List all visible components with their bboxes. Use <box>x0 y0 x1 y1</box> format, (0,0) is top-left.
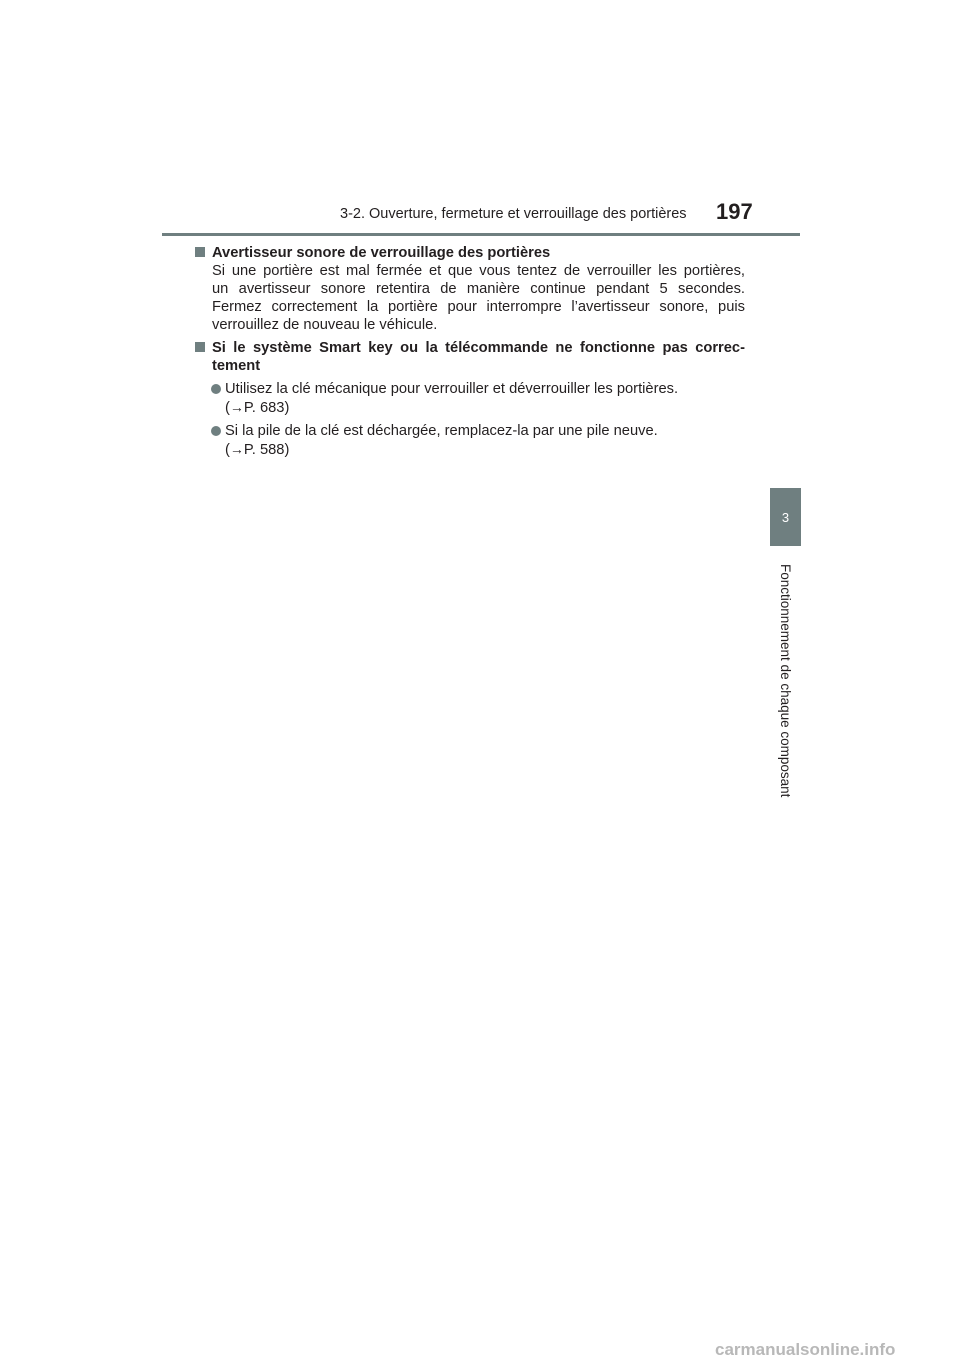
section-heading-line: Si le système Smart key ou la télécommande ne fonctionne pas correc- <box>212 340 745 356</box>
paragraph-line: Si une portière est mal fermée et que vous tentez de verrouiller les portières, <box>212 263 745 279</box>
section-heading-line: tement <box>212 358 261 374</box>
paragraph-line: verrouillez de nouveau le véhicule. <box>212 317 438 333</box>
chapter-tab-title: Fonctionnement de chaque composant <box>778 564 793 798</box>
list-item <box>195 380 745 417</box>
chapter-tab-number: 3 <box>770 488 801 546</box>
list-item <box>195 422 745 459</box>
chapter-tab-label <box>770 552 801 810</box>
page-number: 197 <box>716 199 753 224</box>
page-content <box>195 244 745 464</box>
paragraph-line: Fermez correctement la portière pour interrompre l’avertisseur sonore, puis <box>212 299 745 315</box>
ref-open-paren: ( <box>225 400 230 416</box>
section-door-lock-buzzer <box>195 244 745 334</box>
header-divider <box>162 233 800 236</box>
paragraph-line: un avertisseur sonore retentira de manière continue pendant 5 secondes. <box>212 281 745 297</box>
circle-bullet-icon <box>211 384 221 394</box>
square-bullet-icon <box>195 247 205 257</box>
section-smart-key-malfunction <box>195 339 745 459</box>
page-reference-text: P. 683) <box>243 400 290 416</box>
watermark: carmanualsonline.info <box>715 1340 896 1359</box>
section-heading <box>195 339 745 375</box>
list-item-text: Utilisez la clé mécanique pour verrouiller et déverrouiller les portières. <box>225 381 679 397</box>
header-section-title: 3-2. Ouverture, fermeture et verrouillage des portières <box>340 206 687 222</box>
circle-bullet-icon <box>211 426 221 436</box>
list-item-text: Si la pile de la clé est déchargée, remplacez-la par une pile neuve. <box>225 423 658 439</box>
section-heading <box>195 244 745 262</box>
arrow-right-icon: → <box>229 441 244 457</box>
arrow-right-icon: → <box>229 399 244 415</box>
page-reference-text: P. 588) <box>243 442 290 458</box>
section-paragraph <box>195 262 745 334</box>
section-heading-text: Avertisseur sonore de verrouillage des portières <box>212 245 551 261</box>
page-reference[interactable] <box>225 398 745 417</box>
square-bullet-icon <box>195 342 205 352</box>
ref-open-paren: ( <box>225 442 230 458</box>
page-reference[interactable] <box>225 440 745 459</box>
